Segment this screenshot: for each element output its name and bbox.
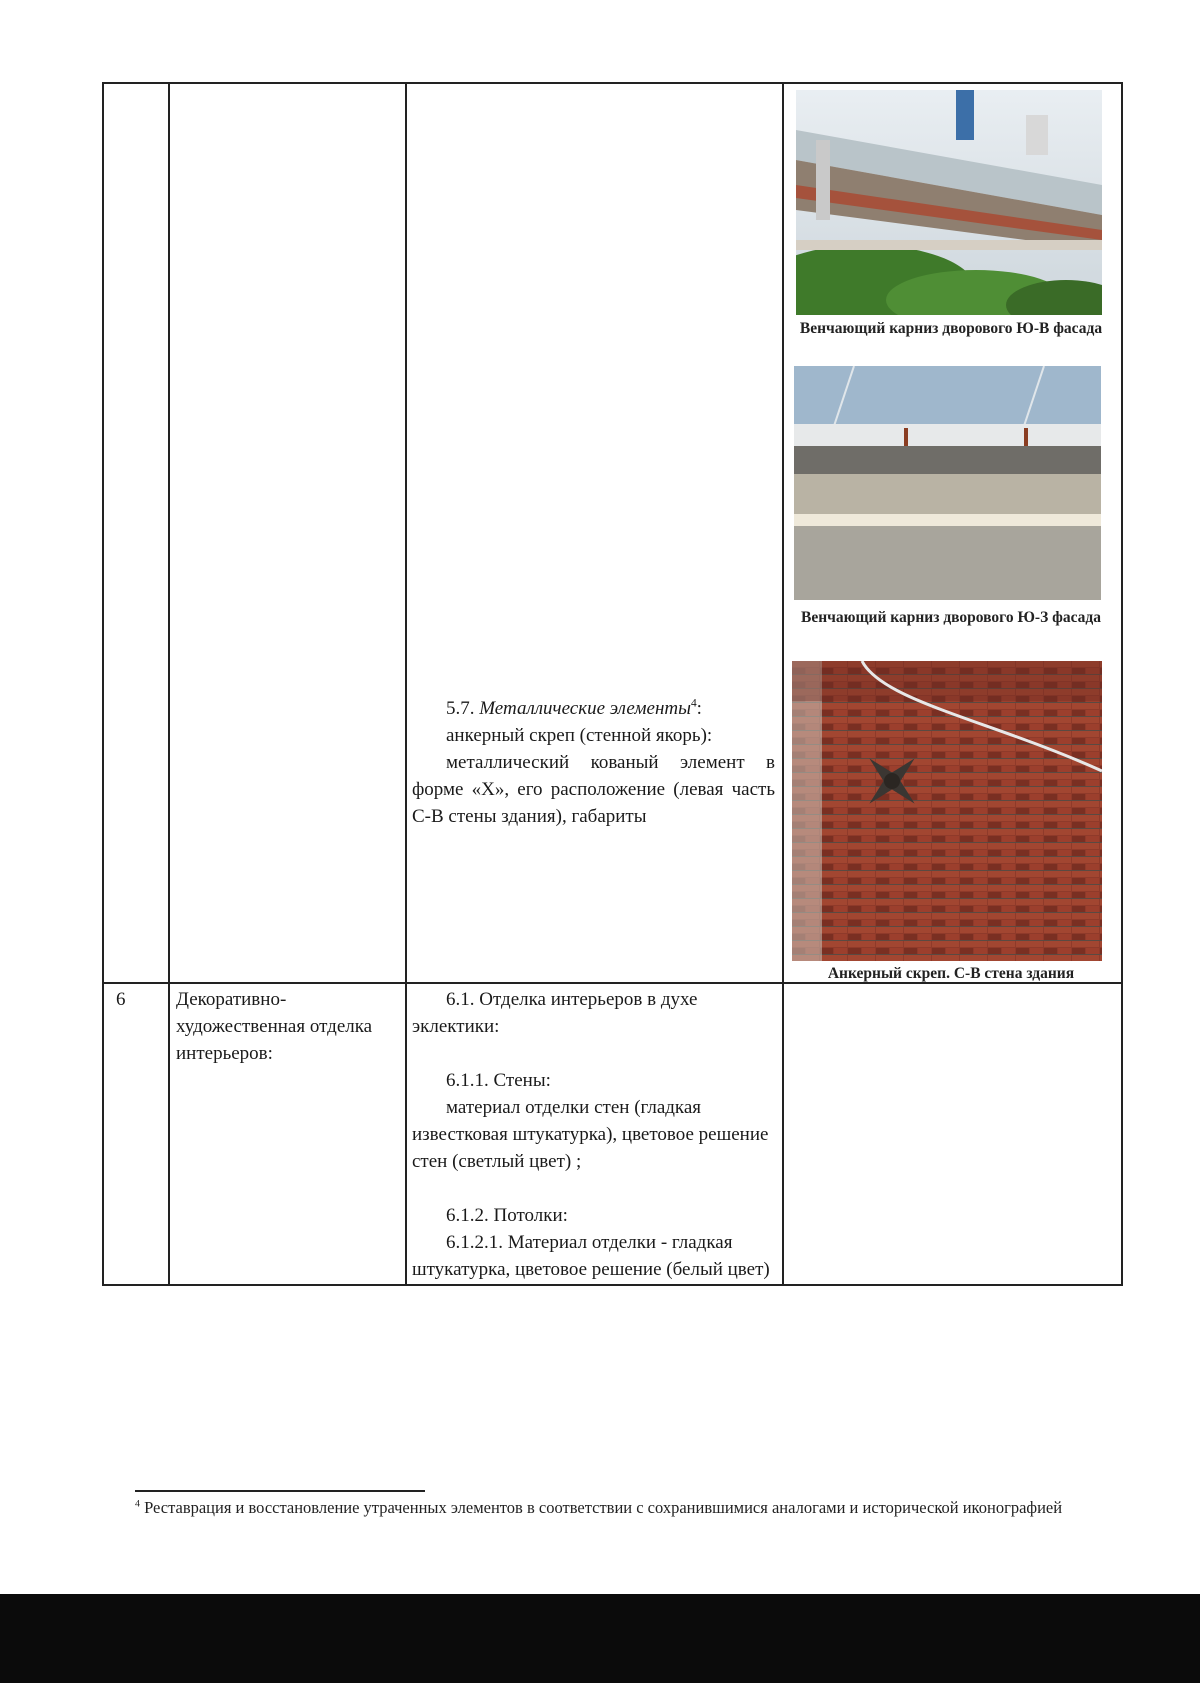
table-border-left [102,82,104,1286]
column-divider-2 [405,82,407,1286]
interior-description-cell [412,986,775,1283]
walls-heading: 6.1.1. Стены: [446,1070,551,1091]
table-border-top [102,82,1122,84]
photo-caption-sw-cornice: Венчающий карниз дворового Ю-З фасада [800,609,1102,626]
photo-caption-anchor: Анкерный скреп. С-В стена здания [827,965,1075,982]
ceilings-description: 6.1.2.1. Материал отделки - гладкая штукатурка, цветовое решение (белый цвет) [412,1232,770,1280]
walls-description: материал отделки стен (гладкая известковая штукатурка), цветовое решение стен (светлый цвет) ; [412,1097,769,1172]
anchor-details: металлический кованый элемент в форме «Х», его расположение (левая часть С-В стены здания), габариты [412,752,775,827]
footnote-marker: 4 [135,1498,140,1510]
ceilings-heading: 6.1.2. Потолки: [446,1205,568,1226]
row-number: 6 [116,989,126,1010]
table-border-right [1121,82,1123,1286]
table-border-bottom [102,1284,1122,1286]
metal-elements-cell [412,695,775,830]
item-number: 5.7. [446,698,475,719]
row-title: Декоративно-художественная отделка интерьеров: [176,989,373,1064]
footnote [135,1495,1135,1521]
column-divider-1 [168,82,170,1286]
metal-elements-heading [412,695,775,722]
footnote-text: Реставрация и восстановление утраченных элементов в соответствии с сохранившимися аналогами и исторической иконографией [144,1498,1063,1517]
scan-bottom-edge [0,1594,1200,1683]
photo-caption-se-cornice: Венчающий карниз дворового Ю-В фасада [799,320,1103,337]
footnote-reference: 4 [690,697,697,710]
cornice-photo [794,366,1101,600]
anchor-description: анкерный скреп (стенной якорь): [446,725,713,746]
item-title-colon: : [696,698,702,719]
interior-finish-paragraph: 6.1. Отделка интерьеров в духе эклектики: [412,989,698,1037]
brick-wall-anchor-photo [792,661,1102,961]
footnote-separator [135,1490,425,1492]
heritage-table [102,82,1122,1286]
column-divider-3 [782,82,784,1286]
roof-cornice-photo [796,90,1102,315]
item-title: Металлические элементы [479,698,691,719]
